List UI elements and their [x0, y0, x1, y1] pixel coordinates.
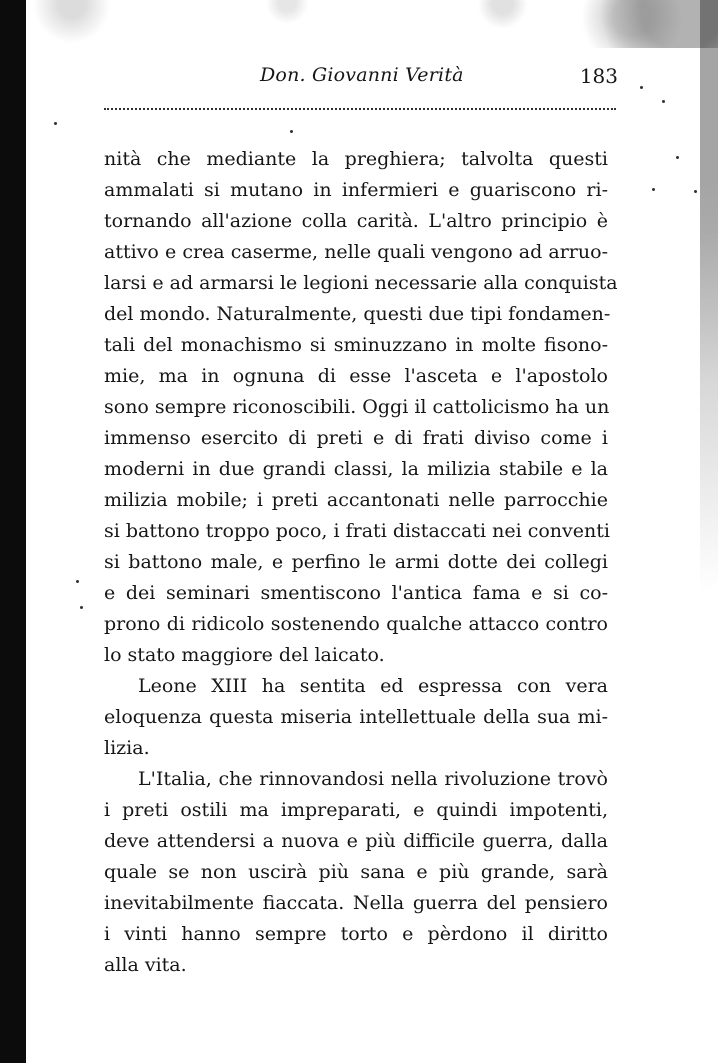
scan-speck — [76, 580, 79, 583]
scan-speck — [694, 190, 697, 193]
scan-noise-right — [700, 0, 718, 1063]
text-line: sono sempre riconoscibili. Oggi il cattolicismo ha un — [104, 396, 610, 418]
text-line: ammalati si mutano in infermieri e guariscono ri- — [104, 179, 608, 201]
text-line: mie, ma in ognuna di esse l'asceta e l'apostolo — [104, 365, 608, 387]
text-line: attivo e crea caserme, nelle quali vengono ad arruo- — [104, 241, 608, 263]
body-text — [104, 144, 618, 981]
text-line: i vinti hanno sempre torto e pèrdono il diritto — [104, 923, 608, 945]
text-line: deve attendersi a nuova e più difficile guerra, dalla — [104, 830, 608, 852]
text-line: quale se non uscirà più sana e più grande, sarà — [104, 861, 608, 883]
paragraph-1 — [104, 144, 618, 671]
text-line: lizia. — [104, 737, 150, 759]
page-number: 183 — [579, 64, 618, 88]
header-rule — [104, 108, 616, 110]
text-line: tornando all'azione colla carità. L'altro principio è — [104, 210, 608, 232]
page-header — [104, 56, 618, 100]
text-line: si battono male, e perfino le armi dotte dei collegi — [104, 551, 608, 573]
text-line: nità che mediante la preghiera; talvolta questi — [104, 148, 608, 170]
text-line: larsi e ad armarsi le legioni necessarie alla conquista — [104, 272, 618, 294]
scan-speck — [676, 156, 679, 159]
scan-speck — [54, 122, 57, 125]
text-line: i preti ostili ma impreparati, e quindi impotenti, — [104, 799, 608, 821]
text-line: inevitabilmente fiaccata. Nella guerra del pensiero — [104, 892, 608, 914]
text-line: immenso esercito di preti e di frati diviso come i — [104, 427, 608, 449]
scan-edge-left — [0, 0, 26, 1063]
text-line: milizia mobile; i preti accantonati nelle parrocchie — [104, 489, 608, 511]
text-line: del mondo. Naturalmente, questi due tipi fondamen- — [104, 303, 611, 325]
text-line: si battono troppo poco, i frati distaccati nei conventi — [104, 520, 610, 542]
text-line: lo stato maggiore del laicato. — [104, 644, 385, 666]
text-line: moderni in due grandi classi, la milizia stabile e la — [104, 458, 608, 480]
paragraph-2 — [104, 671, 608, 764]
text-line: L'Italia, che rinnovandosi nella rivoluzione trovò — [138, 768, 608, 790]
text-line: Leone XIII ha sentita ed espressa con vera — [138, 675, 608, 697]
running-head: Don. Giovanni Verità — [260, 64, 464, 86]
book-page — [104, 56, 618, 976]
scan-speck — [652, 188, 655, 191]
text-line: prono di ridicolo sostenendo qualche attacco contro — [104, 613, 608, 635]
text-line: tali del monachismo si sminuzzano in molte fisono- — [104, 334, 608, 356]
text-line: alla vita. — [104, 954, 187, 976]
scan-speck — [80, 606, 83, 609]
scan-speck — [662, 100, 665, 103]
scan-speck — [640, 86, 643, 89]
text-line: eloquenza questa miseria intellettuale della sua mi- — [104, 706, 608, 728]
scan-noise-top — [0, 0, 718, 48]
scan-speck — [290, 130, 293, 133]
paragraph-3 — [104, 764, 608, 981]
text-line: e dei seminari smentiscono l'antica fama e si co- — [104, 582, 608, 604]
